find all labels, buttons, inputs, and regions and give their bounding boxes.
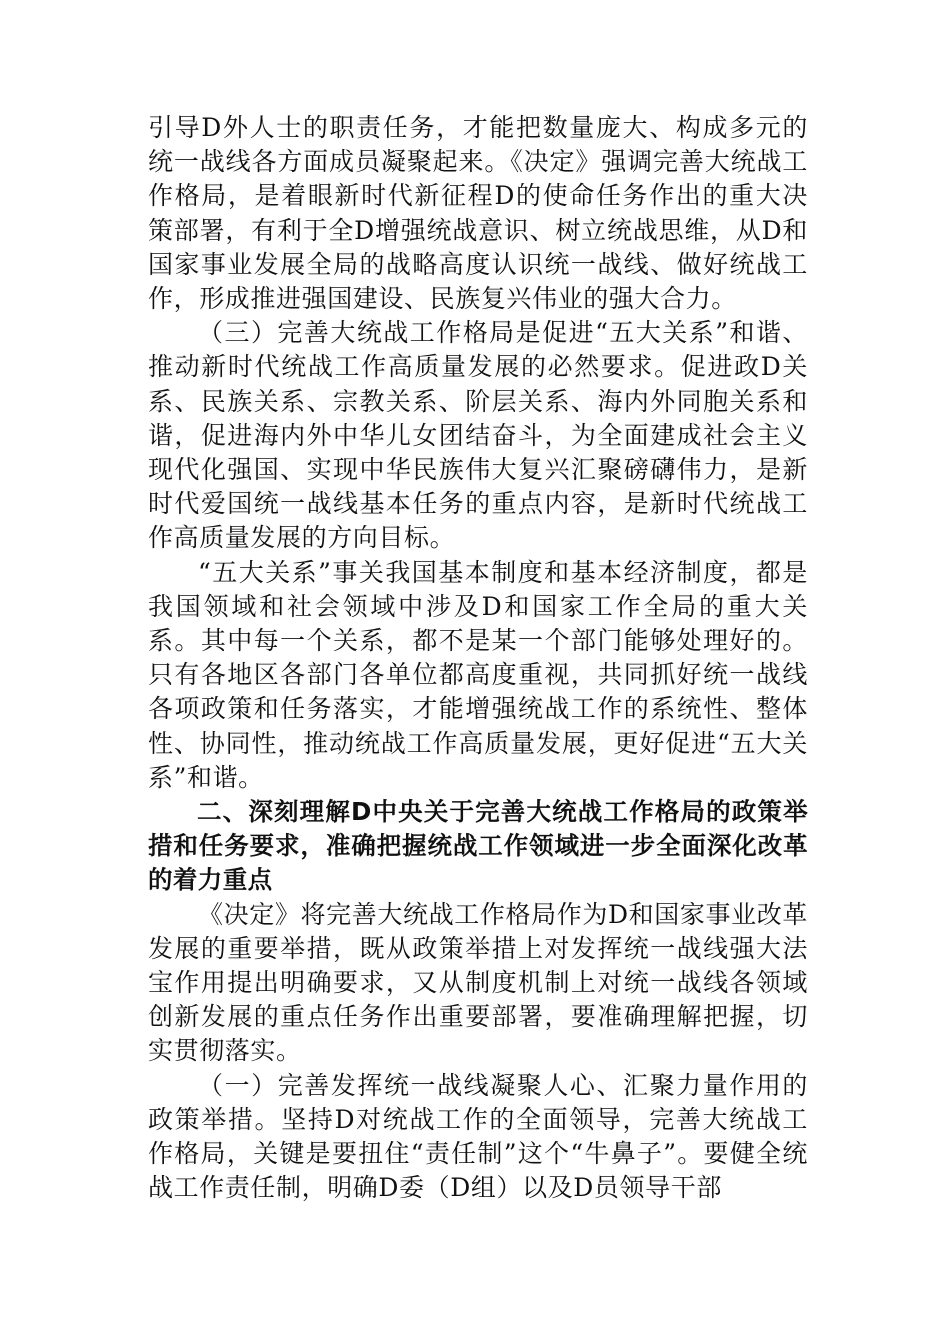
body-paragraph-1: 引导D外人士的职责任务，才能把数量庞大、构成多元的统一战线各方面成员凝聚起来。《决定》强调完善大统战工作格局，是着眼新时代新征程D的使命任务作出的重大决策部署，有利于全D增强统战意识、树立统战思维，从D和国家事业发展全局的战略高度认识统一战线、做好统战工作，形成推进强国建设、民族复兴伟业的强大合力。 bbox=[148, 113, 808, 314]
body-paragraph-4: 《决定》将完善大统战工作格局作为D和国家事业改革发展的重要举措，既从政策举措上对发挥统一战线强大法宝作用提出明确要求，又从制度机制上对统一战线各领域创新发展的重点任务作出重要部署，要准确理解把握，切实贯彻落实。 bbox=[148, 899, 808, 1066]
body-paragraph-5: （一）完善发挥统一战线凝聚人心、汇聚力量作用的政策举措。坚持D对统战工作的全面领导，完善大统战工作格局，关键是要扭住“责任制”这个“牛鼻子”。要健全统战工作责任制，明确D委（D组）以及D员领导干部 bbox=[148, 1070, 808, 1203]
body-paragraph-3: “五大关系”事关我国基本制度和基本经济制度，都是我国领域和社会领域中涉及D和国家工作全局的重大关系。其中每一个关系，都不是某一个部门能够处理好的。只有各地区各部门各单位都高度重视，共同抓好统一战线各项政策和任务落实，才能增强统战工作的系统性、整体性、协同性，推动统战工作高质量发展，更好促进“五大关系”和谐。 bbox=[148, 557, 808, 792]
document-body bbox=[148, 111, 808, 1206]
section-heading: 二、深刻理解D中央关于完善大统战工作格局的政策举措和任务要求，准确把握统战工作领域进一步全面深化改革的着力重点 bbox=[148, 797, 808, 895]
body-paragraph-2: （三）完善大统战工作格局是促进“五大关系”和谐、推动新时代统战工作高质量发展的必然要求。促进政D关系、民族关系、宗教关系、阶层关系、海内外同胞关系和谐，促进海内外中华儿女团结奋斗，为全面建成社会主义现代化强国、实现中华民族伟大复兴汇聚磅礴伟力，是新时代爱国统一战线基本任务的重点内容，是新时代统战工作高质量发展的方向目标。 bbox=[148, 318, 808, 553]
